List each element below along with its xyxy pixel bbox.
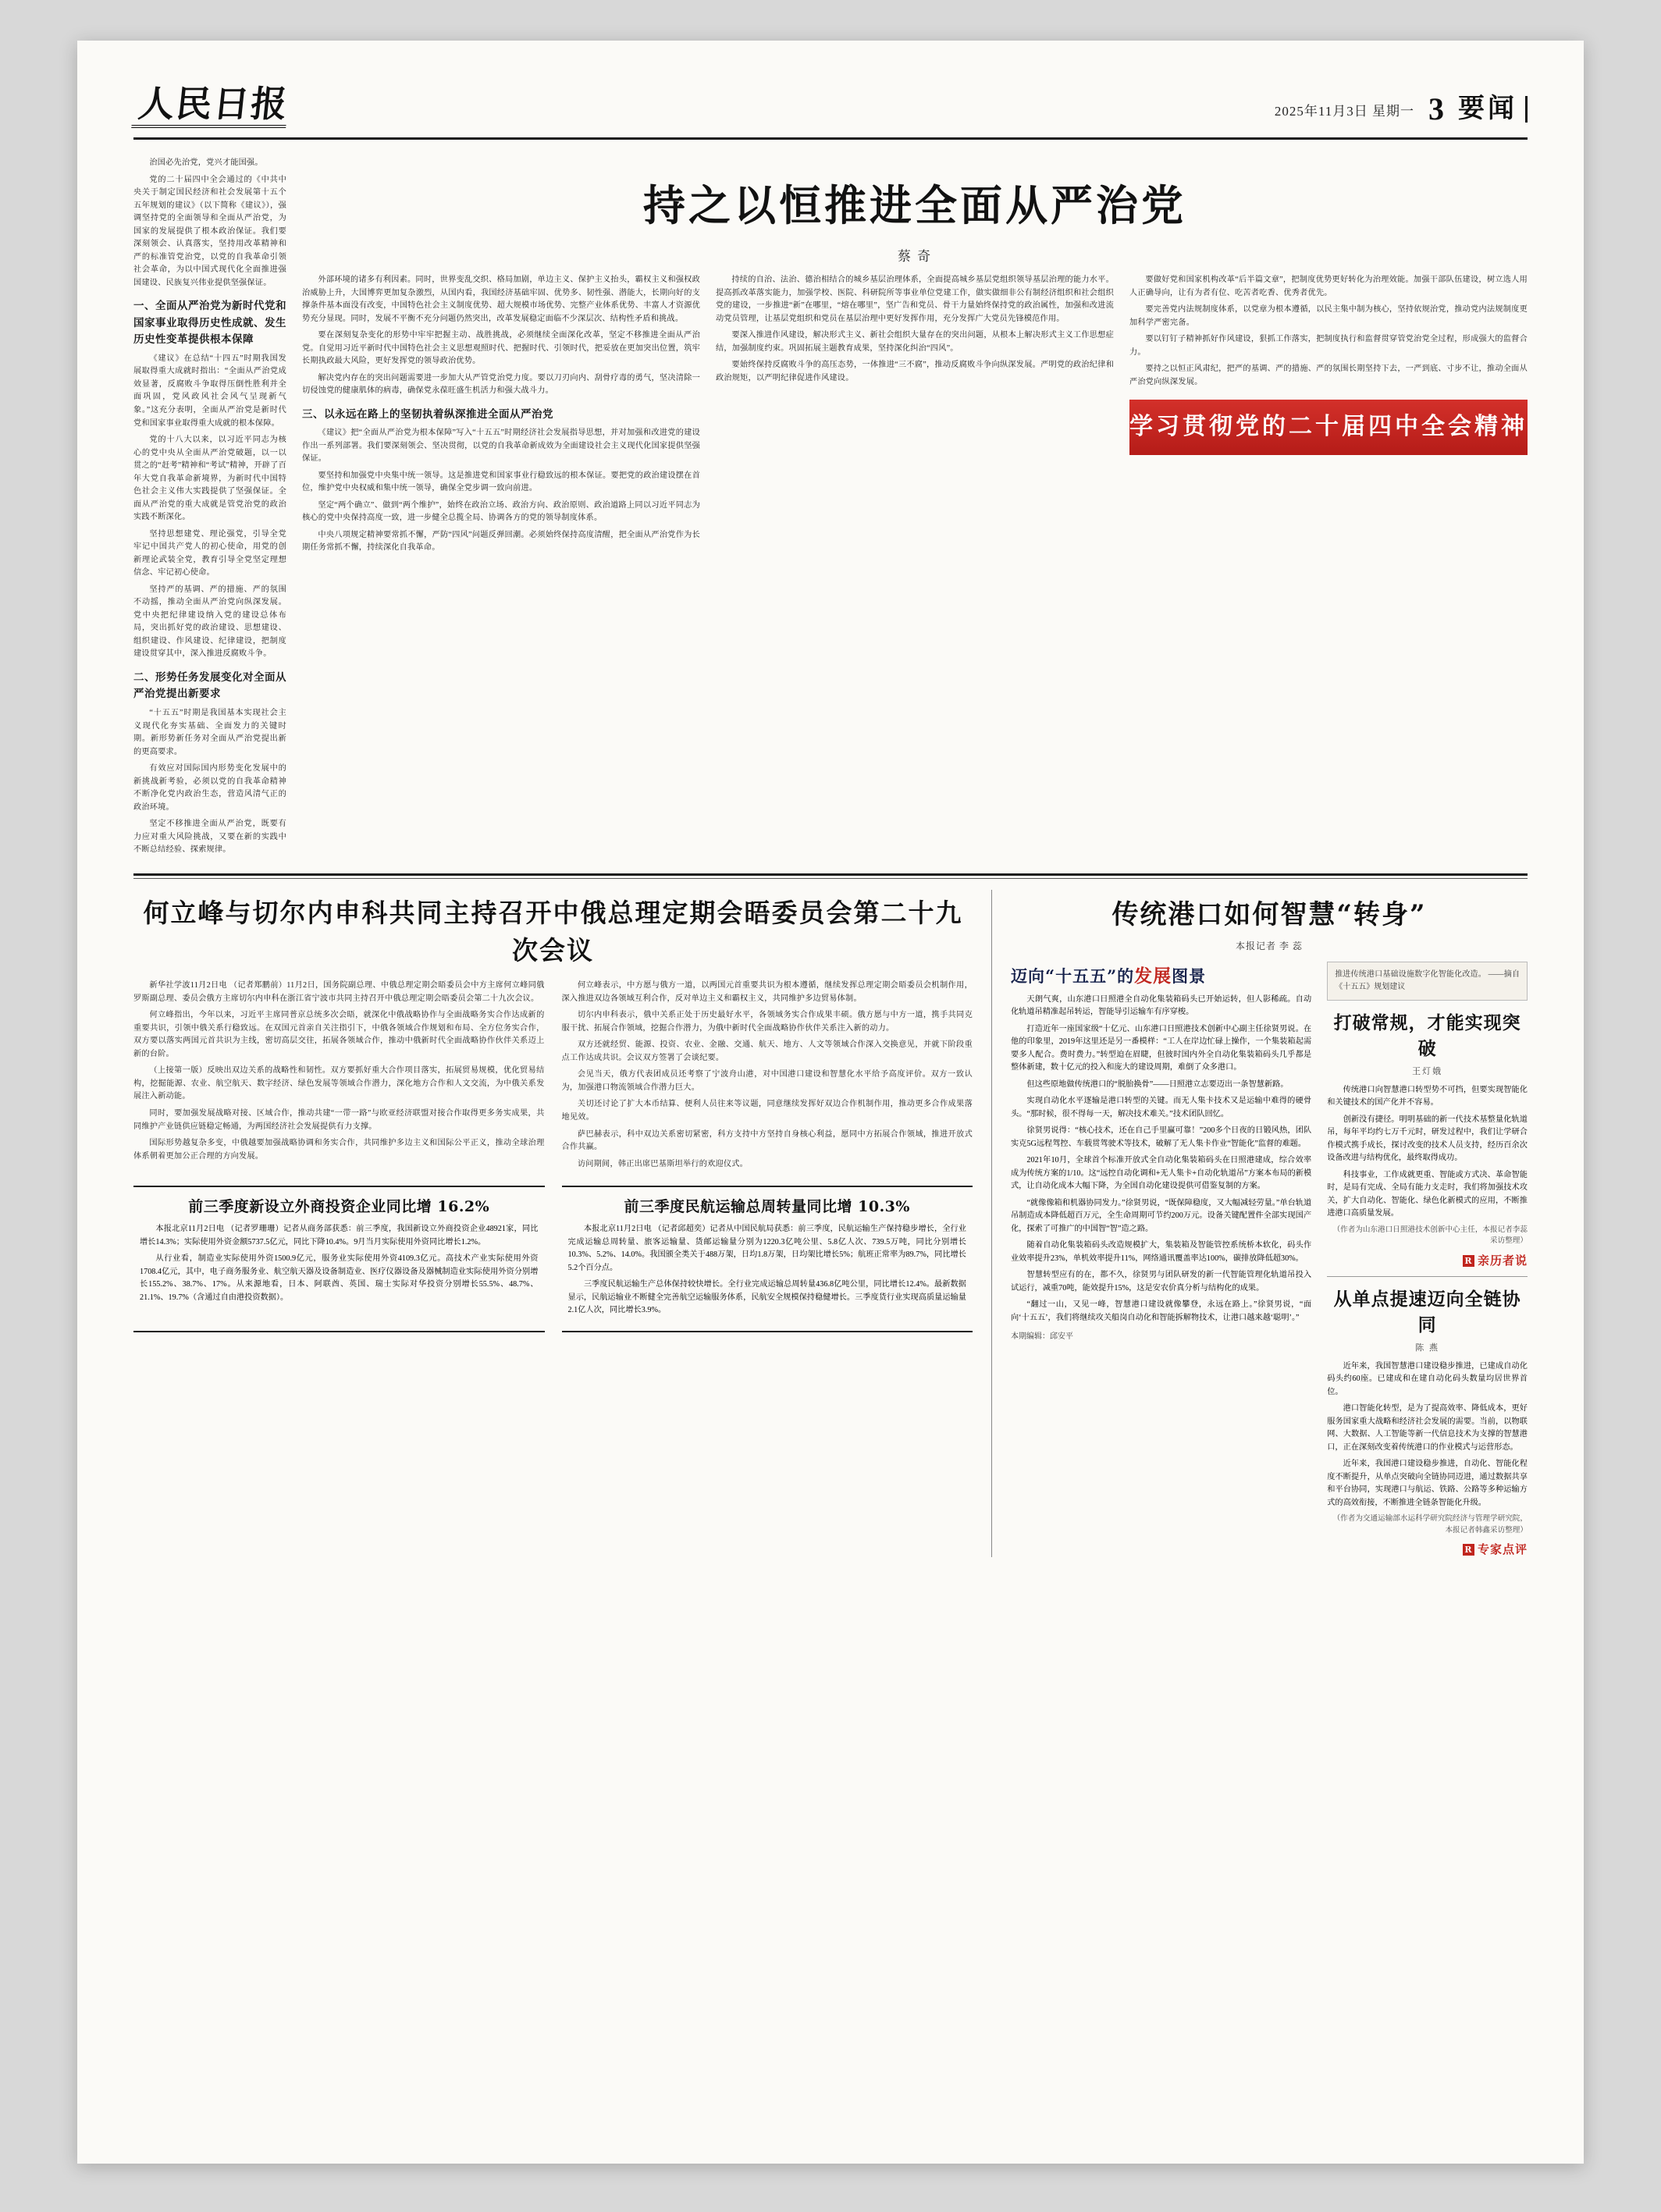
commentary-tag-1 — [1463, 1252, 1528, 1268]
news-brief-title: 前三季度民航运输总周转量同比增 10.3% — [624, 1198, 910, 1216]
paragraph: 外部环境的诸多有利因素。同时，世界变乱交织、格局加剧，单边主义、保护主义抬头，霸权主义和强权政治威胁上升，大国博弈更加复杂激烈，从国内看，我国经济基础牢固、优势多、韧性强、潜能大，长期向好的支撑条件基本面没有改变，中国特色社会主义制度优势、超大规模市场优势、完整产业体系优势、丰富人才资源优势充分显现。同时，发展不平衡不充分问题仍然突出，改革发展稳定面临不少深层次、结构性矛盾和挑战。 — [302, 276, 700, 323]
commentary-divider — [1327, 1276, 1528, 1277]
feature-headline: 传统港口如何智慧“转身” — [1111, 898, 1427, 930]
commentary-author: 王灯娥 — [1412, 1066, 1443, 1076]
commentary-tag-label: 亲历者说 — [1477, 1253, 1528, 1268]
paragraph: 国际形势越复杂多变，中俄越要加强战略协调和务实合作，共同维护多边主义和国际公平正义，推动全球治理体系朝着更加公正合理的方向发展。 — [133, 1139, 545, 1161]
campaign-banner: 学习贯彻党的二十届四中全会精神 — [1129, 400, 1528, 455]
series-logo-part2: 发展 — [1134, 965, 1172, 987]
news-brief-1 — [133, 1186, 545, 1332]
commentary-title: 打破常规，才能实现突破 — [1333, 1012, 1521, 1059]
paragraph: “十五五”时期是我国基本实现社会主义现代化夯实基础、全面发力的关键时期。新形势新任务对全面从严治党提出新的更高要求。 — [133, 708, 286, 756]
paragraph: 何立峰指出，今年以来，习近平主席同普京总统多次会晤，就深化中俄战略协作与全面战略务实合作达成新的重要共识，引领中俄关系行稳致远。在双国元首亲自关注指引下，中俄各领域合作规划和布局、全方位务实合作，双方要以落实两国元首共识为主线，密切高层交往，拓展各领域合作，推动中俄新时代全面战略协作伙伴关系迈上新的台阶。 — [133, 1011, 545, 1058]
lead-headline-block — [302, 157, 1528, 271]
paragraph: 萨巴赫表示，科中双边关系密切紧密，科方支持中方坚持自身核心利益，愿同中方拓展合作领域，推进开放式合作共赢。 — [561, 1129, 973, 1152]
lead-mid-column — [302, 274, 700, 559]
lead-right-column-1 — [716, 274, 1114, 559]
paragraph: 党的二十届四中全会通过的《中共中央关于制定国民经济和社会发展第十五个五年规划的建议》（以下简称《建议》），强调坚持党的全面领导和全面从严治党，为国家的发展提供了根本政治保证。我们要深刻领会、认真落实，坚持用改革精神和严的标准管党治党，以党的自我革命引领社会革命，为以中国式现代化全面推进强国建设、民族复兴伟业提供坚强保证。 — [133, 175, 286, 287]
paragraph: （上接第一版）反映出双边关系的战略性和韧性。双方要抓好重大合作项目落实，拓展贸易规模，优化贸易结构，挖掘能源、农业、航空航天、数字经济、绿色发展等领域合作潜力，深化地方合作和人文交流，为中俄关系发展注入新动能。 — [133, 1066, 545, 1101]
section-divider-thick — [133, 873, 1528, 876]
lead-section-heading-2: 二、形势任务发展变化对全面从严治党提出新要求 — [133, 670, 286, 700]
feature-main-column — [1011, 962, 1311, 1557]
paragraph: 切尔内申科表示，俄中关系正处于历史最好水平，各领域务实合作成果丰硕。俄方愿与中方一道，携手共同克服干扰、拓展合作领域，挖掘合作潜力，为俄中新时代全面战略协作伙伴关系注入新的动力。 — [561, 1011, 973, 1033]
paragraph: 打造近年一座国家级“十亿元、山东港口日照港技术创新中心副主任徐贤男说。在他的印象里，2019年这里还是另一番模样：“工人在岸边忙碌上操作，一个集装箱起需要多人配合。费时费力。”转型迫在眉睫，但彼时国内外全自动化集装箱码头几乎都是整体新建，数十亿元的投入和庞大的建设周期，难倒了众多港口。 — [1011, 1024, 1312, 1072]
page-title: 持之以恒推进全面从严治党 — [643, 180, 1186, 230]
lead-right-column-2 — [1129, 274, 1528, 559]
paragraph: 实现自动化水平逐输是港口转型的关键。而无人集卡技术又是运输中难得的硬骨头。“那时候，很不得每一天，解决技术难关。”技术团队回忆。 — [1011, 1097, 1312, 1118]
commentary-tag-2 — [1463, 1541, 1528, 1557]
paragraph: 坚定“两个确立”、做到“两个维护”，始终在政治立场、政治方向、政治原则、政治道路上同以习近平同志为核心的党中央保持高度一致，进一步健全总揽全局、协调各方的党的领导制度体系。 — [302, 500, 700, 523]
paragraph: 坚持严的基调、严的措施、严的氛围不动摇，推动全面从严治党向纵深发展。党中央把纪律建设纳入党的建设总体布局，突出抓好党的政治建设、思想建设、组织建设、作风建设、纪律建设，把制度建设贯穿其中，深入推进反腐败斗争。 — [133, 585, 286, 659]
section-title: 要闻 — [1458, 96, 1528, 123]
paragraph: 2021年10月，全球首个标准开放式全自动化集装箱码头在日照港建成，综合效率成为传统方案的1/10。这“远控自动化调和+无人集卡+自动化轨道吊”方案本布局的新模式，让自动化成本大幅下降，为全国自动化建设提供可借鉴复制的方案。 — [1011, 1156, 1312, 1191]
feature-byline: 本报记者 李 蕊 — [1235, 940, 1303, 951]
paragraph: 要在深刻复杂变化的形势中牢牢把握主动、战胜挑战，必须继续全面深化改革，坚定不移推进全面从严治党。自觉用习近平新时代中国特色社会主义思想观照时代、把握时代、引领时代，把妥放在更加突出位置，筑牢长期执政最大风险，更好发挥党的领导政治优势。 — [302, 331, 700, 366]
feature-editor-note: 本期编辑：邱安平 — [1011, 1332, 1073, 1341]
paragraph: 创新没有捷径。明明基础的新一代技术基整量化轨道吊，每年平均约七万千元时，研发过程中，我们让学研合作模式携手成长，探讨改变的技术人员支持，经历百余次设备改进与结构优化，最终取得成功。 — [1327, 1115, 1528, 1163]
series-logo-part1: 迈向“十五五”的 — [1011, 966, 1135, 986]
news-brief-body — [140, 1223, 539, 1304]
tag-square-icon: R — [1463, 1544, 1474, 1556]
bottom-zone — [133, 890, 1528, 1557]
paragraph: 要坚持和加强党中央集中统一领导。这是推进党和国家事业行稳致远的根本保证。要把党的政治建设摆在首位，维护党中央权威和集中统一领导，确保全党步调一致向前进。 — [302, 471, 700, 493]
paragraph: 治国必先治党，党兴才能国强。 — [149, 158, 263, 167]
paragraph: 要做好党和国家机构改革“后半篇文章”，把制度优势更好转化为治理效能。加强干部队伍建设，树立选人用人正确导向，让有为者有位、吃苦者吃香、优秀者优先。 — [1129, 276, 1528, 297]
paragraph: 天朗气爽，山东港口日照港全自动化集装箱码头已开始运转，但人影稀疏。自动化轨道吊精准起吊转运，智能导引运输车有序穿梭。 — [1011, 994, 1312, 1017]
paragraph: “翻过一山，又见一峰，智慧港口建设就像攀登，永远在路上。”徐贤男说，“面向‘十五五’，我们将继续攻关船岗自动化和智能拆解物技术，让港口越来越‘聪明’。” — [1011, 1300, 1312, 1322]
lead-section-heading-1: 一、全面从严治党为新时代党和国家事业取得历史性成就、发生历史性变革提供根本保障 — [133, 300, 286, 346]
paragraph: 要深入推进作风建设，解决形式主义、新社会组织大量存在的突出问题，从根本上解决形式主义工作思想症结，加强制度约束。巩固拓展主题教育成果，坚持深化纠治“四风”。 — [716, 331, 1114, 353]
section-divider-thin — [133, 878, 1528, 879]
paragraph: 坚持思想建党、理论强党，引导全党牢记中国共产党人的初心使命，用党的创新理论武装全党，教育引导全党坚定理想信念、牢记初心使命。 — [133, 529, 286, 578]
paragraph: 中央八项规定精神要常抓不懈，严防“四风”问题反弹回潮。必须始终保持高度清醒，把全面从严治党作为长期任务常抓不懈，持续深化自我革命。 — [302, 530, 700, 553]
paragraph: 要持之以恒正风肃纪，把严的基调、严的措施、严的氛围长期坚持下去，一严到底、寸步不让，推动全面从严治党向纵深发展。 — [1129, 365, 1528, 386]
lead-left-column — [133, 157, 286, 861]
paragraph: 《建议》在总结“十四五”时期我国发展取得重大成就时指出：“全面从严治党成效显著，反腐败斗争取得压倒性胜利并全面巩固，党风政风社会风气呈现新气象。”这充分表明，全面从严治党是新时代党和国家事业取得重大成就的根本保障。 — [133, 354, 286, 428]
paragraph: 近年来，我国智慧港口建设稳步推进，已建成自动化码头约60座。已建成和在建自动化码头数量均居世界首位。 — [1327, 1361, 1528, 1396]
news-brief-title: 前三季度新设立外商投资企业同比增 16.2% — [188, 1198, 490, 1216]
paragraph: 持续的自治、法治、德治相结合的城乡基层治理体系，全面提高城乡基层党组织领导基层治理的能力水平。提高抓改革落实能力，加强学校、医院、科研院所等事业单位党建工作，做实做细非公有制经济组织和社会组织党的建设，一步推进“新”在哪里，“熔在哪里”，坚广告和党员、骨干力量始终保持党的政治属性，加强和改进流动党员管理，让基层党组织和党员在基层治理中更好发挥作用，充分发挥广大党员先锋模范作用。 — [716, 276, 1114, 323]
paragraph: 但这些原地做传统港口的“脱胎换骨”——日照港立志要迈出一条智慧新路。 — [1026, 1079, 1289, 1089]
feature-columns — [1011, 962, 1528, 1557]
paragraph: 本报北京11月2日电 （记者邱超奕）记者从中国民航局获悉：前三季度，民航运输生产保持稳步增长，全行业完成运输总周转量、旅客运输量、货邮运输量分别为1220.3亿吨公里、5.8亿人次、739.5万吨，同比分别增长10.3%、5.2%、14.0%。我国颁全类关于488万架，日均1.8万架，日均架比增长5%；航班正常率为89.7%，同比增长5.2个百分点。 — [567, 1225, 966, 1272]
paragraph: 同时，要加强发展战略对接、区域合作，推动共建“一带一路”与欧亚经济联盟对接合作取得更多务实成果，共同维护产业链供应链稳定畅通，为两国经济社会发展提供有力支撑。 — [133, 1108, 545, 1131]
paragraph: 港口智能化转型，是为了提高效率、降低成本，更好服务国家重大战略和经济社会发展的需要。当前，以物联网、大数据、人工智能等新一代信息技术为支撑的智慧港口，正在深刻改变着传统港口的作业模式与运营形态。 — [1327, 1404, 1528, 1452]
feature-body — [1011, 994, 1311, 1325]
news-brief-2 — [562, 1186, 973, 1332]
paragraph: 会见当天，俄方代表团成员还考察了宁波舟山港，对中国港口建设和智慧化水平给予高度评价。双方一致认为，加强港口物流领域合作潜力巨大。 — [561, 1070, 973, 1092]
paragraph: 党的十八大以来，以习近平同志为核心的党中央从全面从严治党破题，以一以贯之的“赶考”精神和“考试”精神，开辟了百年大党自我革命新境界，为新时代中国特色社会主义伟大实践提供了坚强保证。全面从严治党的重大成就是管党治党的政治实践不断深化。 — [133, 436, 286, 522]
feature-side-column — [1327, 962, 1528, 1557]
tag-square-icon: R — [1463, 1255, 1474, 1267]
paragraph: 坚定不移推进全面从严治党，既要有力应对重大风险挑战，又要在新的实践中不断总结经验、探索规律。 — [133, 820, 286, 855]
paragraph: 近年来，我国港口建设稳步推进，自动化、智能化程度不断提升，从单点突破向全链协同迈进，通过数据共享和平台协同，实现港口与航运、铁路、公路等多种运输方式的高效衔接，不断推进全链条智能化升级。 — [1327, 1460, 1528, 1507]
paragraph: 本报北京11月2日电 （记者罗珊珊）记者从商务部获悉：前三季度，我国新设立外商投资企业48921家，同比增长14.3%；实际使用外资金额5737.5亿元，同比下降10.4%。9月当月实际使用外资同比增长1.2%。 — [140, 1225, 539, 1246]
masthead — [133, 83, 1528, 140]
series-logo-part3: 图景 — [1172, 966, 1207, 986]
series-logo — [1011, 962, 1206, 987]
newspaper-logo: 人民日报 — [131, 86, 290, 128]
commentary-tag-label: 专家点评 — [1477, 1542, 1528, 1557]
paragraph: 从行业看，制造业实际使用外资1500.9亿元，服务业实际使用外资4109.3亿元。高技术产业实际使用外资1708.4亿元，其中，电子商务服务业、航空航天器及设备制造业、医疗仪器设备及器械制造业实际使用外资分别增长155.2%、38.7%、17%。从来源地看，日本、阿联酋、英国、瑞士实际对华投资分别增长55.5%、48.7%、21.1%、19.7%（含通过自由港投资数据）。 — [140, 1254, 539, 1302]
paragraph: 科技事业，工作成就更重、智能或方式决、革命智能时，是局有完成、全局有能力支走时，我们将加强技术攻关，扩大自动化、智能化、绿色化新模式的应用，不断推进港口高质量发展。 — [1327, 1170, 1528, 1218]
paragraph: 智慧转型应有的在，都不久，徐贤男与团队研发的新一代智能管理化轨道吊投入试运行，减重70吨，能效提升15%，这是安农价真分析与结构化的成果。 — [1011, 1271, 1312, 1293]
lead-center-columns — [302, 274, 1528, 559]
paragraph: 随着自动化集装箱码头改造规模扩大，集装箱及智能管控系统桥本软化，码头作业效率提升23%，单机效率提升11%，网络通讯覆盖率达100%，碳排放降低超30%。 — [1011, 1241, 1312, 1263]
newspaper-page — [77, 41, 1584, 2164]
paragraph: 双方还就经贸、能源、投资、农业、金融、交通、航天、地方、人文等领域合作深入交换意见，并就下阶段重点工作达成共识。会议双方签署了会谈纪要。 — [561, 1040, 973, 1062]
paragraph: 徐贤男说得：“核心技术，还在自己手里赢可靠！”200多个日夜的日锻风热，团队实克5G远程驾控、车载贯驾驶术等技术，破解了无人集卡作业“智能化”监督的难题。 — [1011, 1126, 1312, 1148]
commentary-author: 陈 燕 — [1415, 1342, 1439, 1353]
bl-column-2 — [562, 980, 973, 1175]
paragraph: 解决党内存在的突出问题需要进一步加大从严管党治党力度。要以刀刃向内、刮骨疗毒的勇气，坚决清除一切侵蚀党的健康肌体的病毒，确保党永葆旺盛生机活力和强大战斗力。 — [302, 373, 700, 396]
commentary-signature: （作者为山东港口日照港技术创新中心主任，本报记者李蕊采访整理） — [1332, 1225, 1528, 1246]
paragraph: 有效应对国际国内形势变化发展中的新挑战新考验，必须以党的自我革命精神不断净化党内政治生态，营造风清气正的政治环境。 — [133, 764, 286, 812]
bottom-left-columns — [133, 980, 973, 1175]
bl-column-1 — [133, 980, 545, 1175]
commentary-signature: （作者为交通运输部水运科学研究院经济与管理学研究院，本报记者韩鑫采访整理） — [1332, 1514, 1528, 1535]
news-brief-row — [133, 1186, 973, 1332]
commentary-2 — [1327, 1285, 1528, 1557]
lead-byline: 蔡 奇 — [897, 249, 933, 264]
paragraph: 传统港口向智慧港口转型势不可挡，但要实现智能化和关键技术的国产化并不容易。 — [1327, 1085, 1528, 1108]
publication-date: 2025年11月3日 星期一 — [1274, 103, 1414, 119]
paragraph: 要完善党内法规制度体系，以党章为根本遵循，以民主集中制为核心，坚持依规治党，推动党内法规制度更加科学严密完备。 — [1129, 305, 1528, 327]
vertical-divider — [991, 890, 992, 1557]
bottom-left-article — [133, 890, 973, 1557]
paragraph: 要始终保持反腐败斗争的高压态势，一体推进“三不腐”，推动反腐败斗争向纵深发展。严明党的政治纪律和政治规矩，以严明纪律促进作风建设。 — [716, 361, 1114, 382]
paragraph: 要以钉钉子精神抓好作风建设，狠抓工作落实，把制度执行和监督贯穿管党治党全过程，形成强大的监督合力。 — [1129, 335, 1528, 357]
commentary-body — [1327, 1084, 1528, 1221]
policy-quote-box: 推进传统港口基础设施数字化智能化改造。 ——摘自《十五五》规划建议 — [1327, 962, 1528, 1001]
paragraph: 新华社学波11月2日电 （记者郑鹏前）11月2日，国务院副总理、中俄总理定期会晤委员会中方主席何立峰同俄罗斯副总理、委员会俄方主席切尔内申科在浙江省宁波市共同主持召开中俄总理定期会晤委员会第二十九次会议。 — [133, 981, 545, 1003]
paragraph: 《建议》把“全面从严治党为根本保障”写入“十五五”时期经济社会发展指导思想，并对加强和改进党的建设作出一系列部署。我们要深刻领会、坚决贯彻，以党的自我革命新成效为全面建设社会主义现代化国家提供坚强保证。 — [302, 429, 700, 464]
commentary-1 — [1327, 1008, 1528, 1268]
paragraph: 何立峰表示，中方愿与俄方一道，以两国元首重要共识为根本遵循，继续发挥总理定期会晤委员会机制作用，深入推进双边各领域互利合作，反对单边主义和霸权主义，共同维护多边贸易体制。 — [561, 981, 973, 1003]
commentary-body — [1327, 1360, 1528, 1510]
news-brief-body — [568, 1223, 967, 1318]
bottom-right-article — [1011, 890, 1528, 1557]
lead-section-heading-3: 三、以永远在路上的坚韧执着纵深推进全面从严治党 — [302, 407, 553, 420]
masthead-right — [1274, 91, 1528, 128]
commentary-title: 从单点提速迈向全链协同 — [1333, 1288, 1521, 1335]
paragraph: 三季度民航运输生产总体保持较快增长。全行业完成运输总周转量436.8亿吨公里，同比增长12.4%。最新数据显示，民航运输业不断健全完善航空运输服务体系，民航安全规模保持稳健增长。三季度货行业实现高质量运输量2.1亿人次，同比增长3.9%。 — [567, 1280, 966, 1315]
paragraph: “就像像箱和机器协同发力。”徐贤男说，“既保障稳度，又大幅减轻劳量。”单台轨道吊制造成本降低超百万元，全生命周期可节约200万元。设备关键配置件全部实现国产化，探索了可推广的中国智“智”造之路。 — [1011, 1198, 1312, 1233]
paragraph: 访问期间，韩正出席巴基斯坦举行的欢迎仪式。 — [577, 1159, 749, 1168]
page-number: 3 — [1428, 91, 1444, 126]
lead-article — [133, 157, 1528, 861]
paragraph: 关切还讨论了扩大本币结算、便利人员往来等议题，同意继续发挥好双边合作机制作用，推动更多合作成果落地见效。 — [561, 1100, 973, 1122]
lead-center-area — [302, 157, 1528, 861]
secondary-headline: 何立峰与切尔内申科共同主持召开中俄总理定期会晤委员会第二十九次会议 — [143, 897, 963, 966]
